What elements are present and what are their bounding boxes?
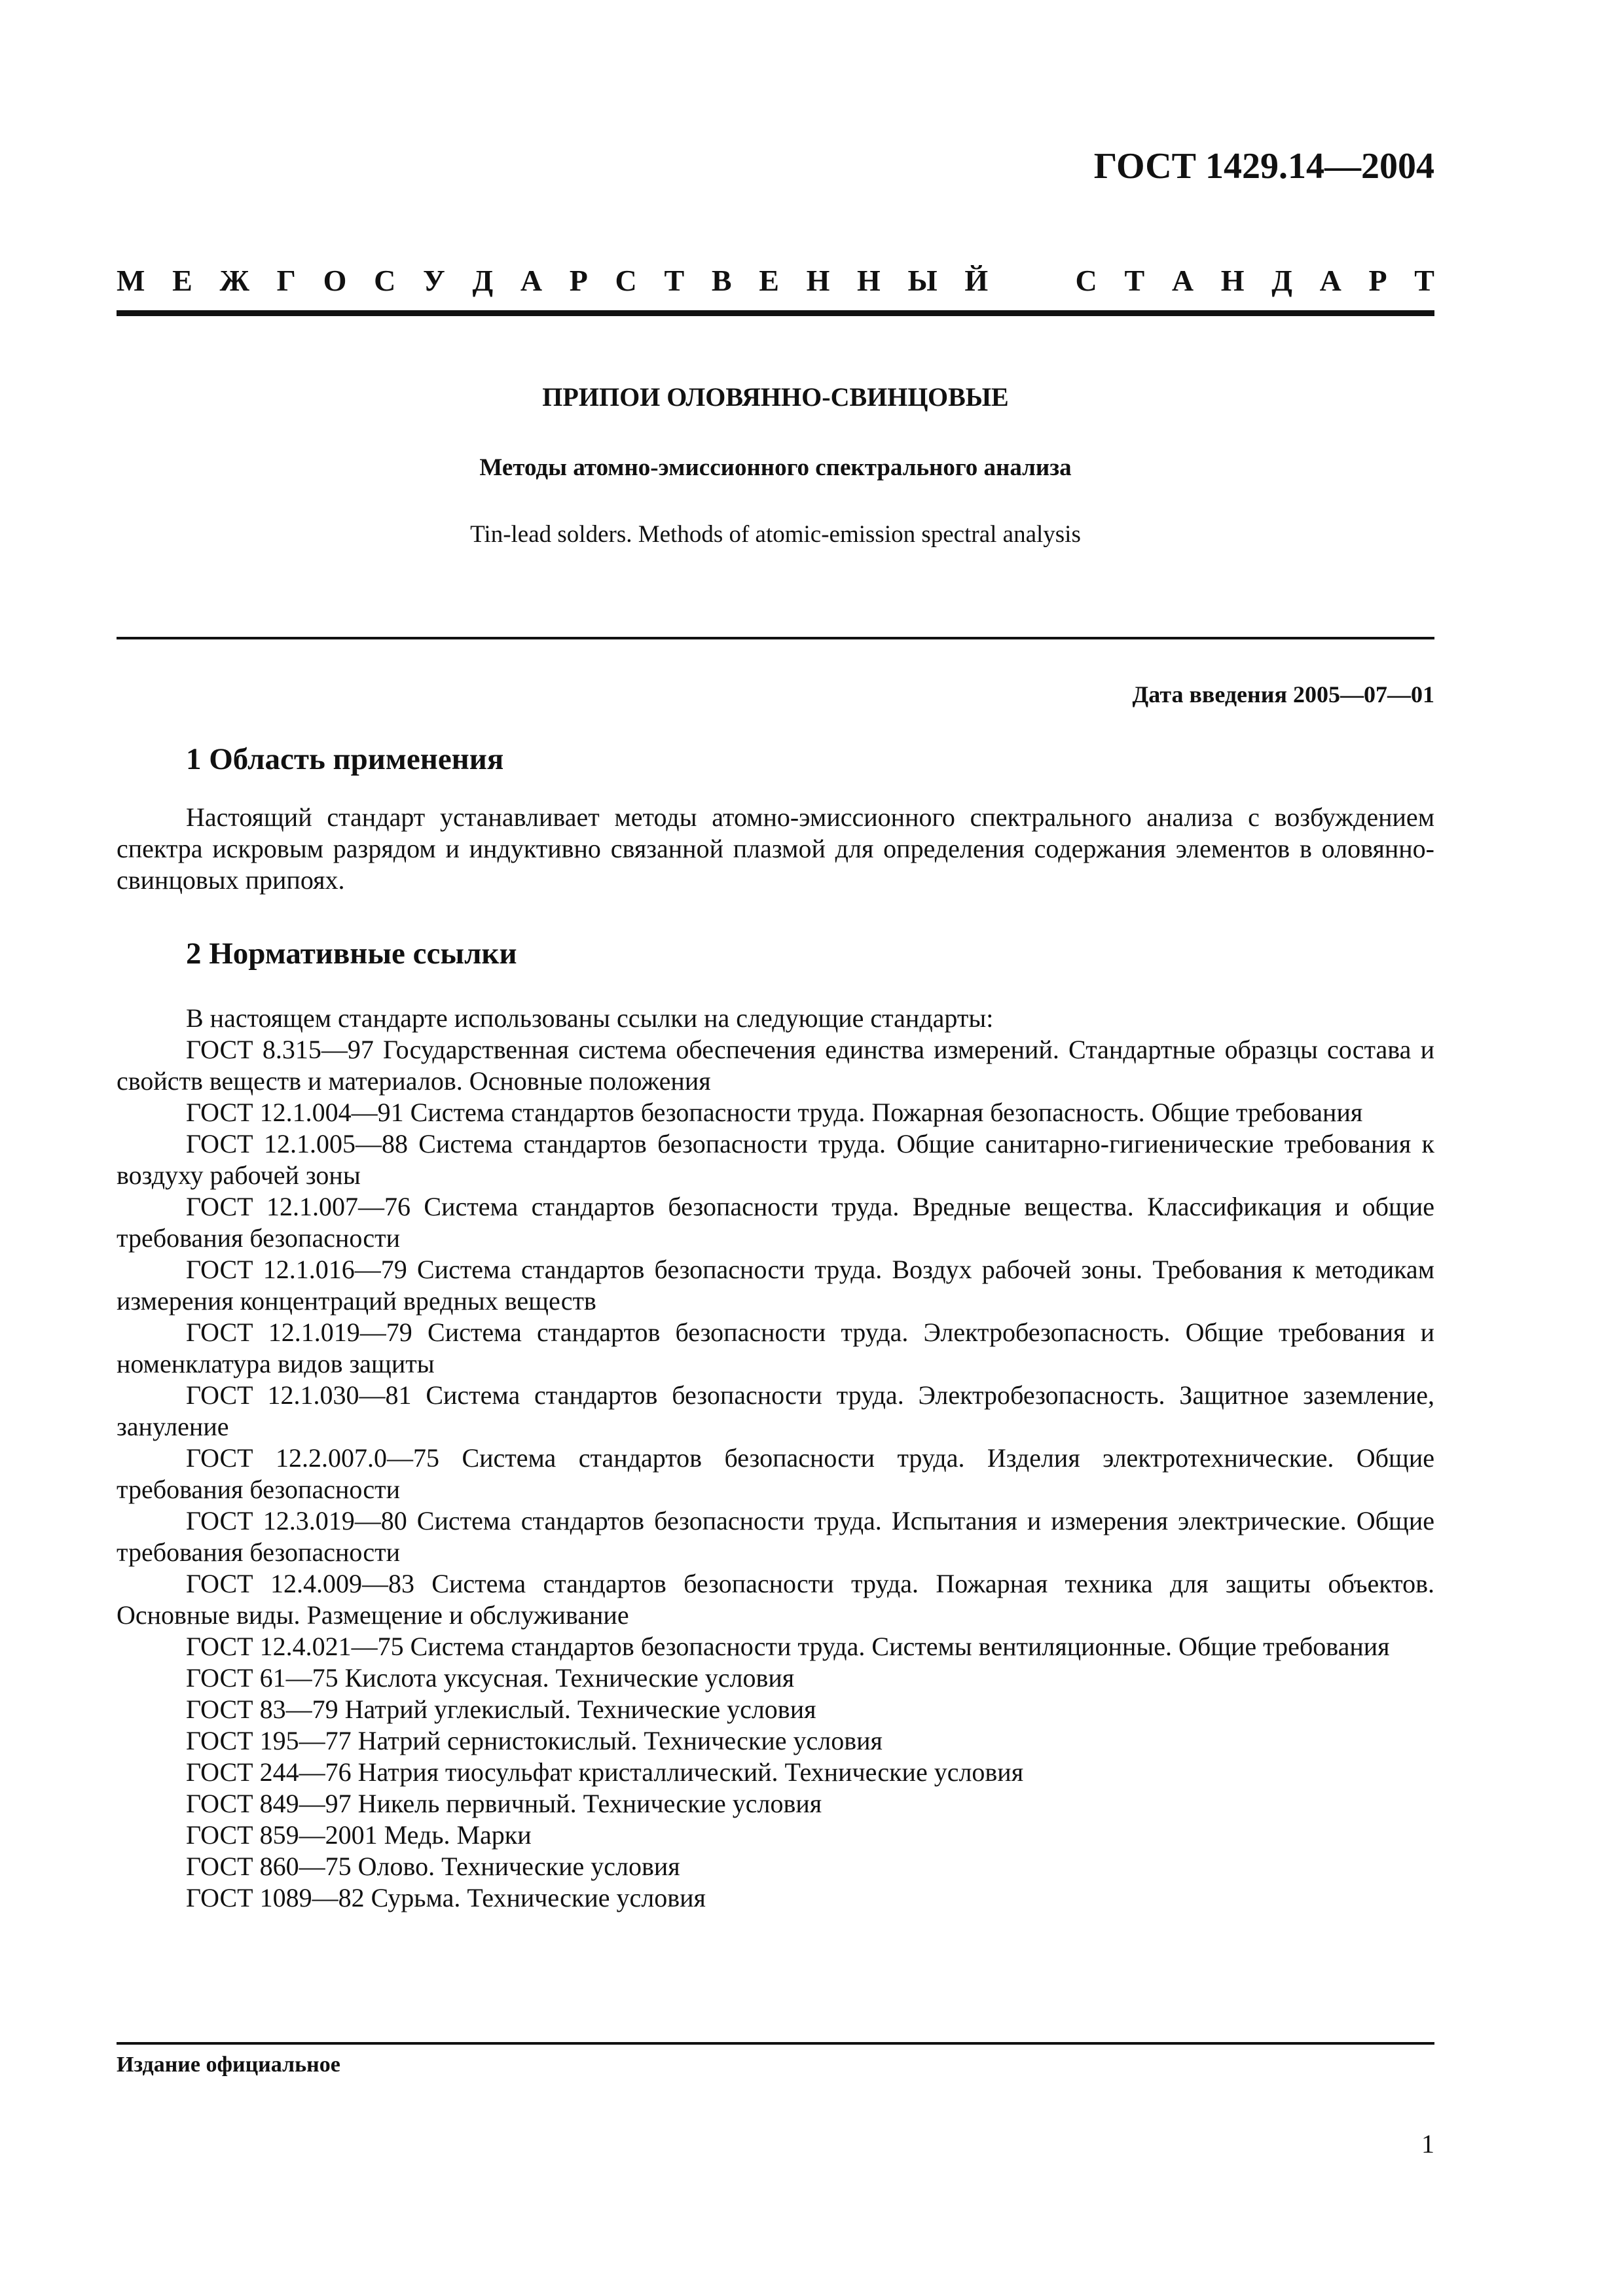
reference-item: ГОСТ 61—75 Кислота уксусная. Технические условия — [186, 1663, 795, 1693]
reference-item: ГОСТ 195—77 Натрий сернистокислый. Технические условия — [186, 1726, 883, 1755]
footer-rule — [117, 2042, 1434, 2045]
banner-letter: У — [423, 264, 445, 297]
banner-letter: Т — [664, 264, 685, 297]
banner-letter: С — [374, 264, 396, 297]
reference-item: ГОСТ 1089—82 Сурьма. Технические условия — [186, 1883, 706, 1912]
banner-letter: Е — [759, 264, 779, 297]
banner-letter: Д — [1271, 264, 1292, 297]
reference-item: ГОСТ 83—79 Натрий углекислый. Технические условия — [186, 1695, 816, 1724]
banner-letter: А — [520, 264, 543, 297]
banner-letter: А — [1171, 264, 1194, 297]
reference-item: ГОСТ 12.1.005—88 Система стандартов безопасности труда. Общие санитарно-гигиенические требования к воздуху рабочей зоны — [117, 1129, 1434, 1190]
reference-item: ГОСТ 244—76 Натрия тиосульфат кристаллический. Технические условия — [186, 1757, 1024, 1787]
reference-item: ГОСТ 12.1.016—79 Система стандартов безопасности труда. Воздух рабочей зоны. Требования к методикам измерения концентраций вредных веществ — [117, 1255, 1434, 1316]
banner-letter: М — [117, 264, 145, 297]
reference-item: ГОСТ 849—97 Никель первичный. Технические условия — [186, 1789, 822, 1818]
banner-letter: Р — [569, 264, 588, 297]
banner-letter: Р — [1368, 264, 1387, 297]
reference-item: ГОСТ 12.1.004—91 Система стандартов безопасности труда. Пожарная безопасность. Общие требования — [186, 1098, 1363, 1127]
introduction-date: Дата введения 2005—07—01 — [1132, 681, 1434, 708]
standard-type-banner — [117, 263, 1434, 298]
document-title-english: Tin-lead solders. Methods of atomic-emission spectral analysis — [470, 521, 1081, 548]
document-number: ГОСТ 1429.14—2004 — [1093, 146, 1434, 187]
reference-item: ГОСТ 8.315—97 Государственная система обеспечения единства измерений. Стандартные образцы состава и свойств веществ и материалов. Основные положения — [117, 1035, 1434, 1096]
reference-item: ГОСТ 12.4.021—75 Система стандартов безопасности труда. Системы вентиляционные. Общие требования — [186, 1632, 1390, 1661]
references-lead: В настоящем стандарте использованы ссылки на следующие стандарты: — [186, 1003, 994, 1033]
banner-letter: В — [711, 264, 732, 297]
document-subtitle: Методы атомно-эмиссионного спектрального анализа — [479, 454, 1072, 481]
edition-label: Издание официальное — [117, 2053, 340, 2077]
page-number: 1 — [1421, 2129, 1434, 2159]
reference-item: ГОСТ 860—75 Олово. Технические условия — [186, 1852, 680, 1881]
reference-item: ГОСТ 12.4.009—83 Система стандартов безопасности труда. Пожарная техника для защиты объектов. Основные виды. Размещение и обслуживание — [117, 1569, 1434, 1630]
title-rule — [117, 637, 1434, 639]
banner-letter: Е — [172, 264, 192, 297]
banner-letter: Г — [276, 264, 296, 297]
banner-letter: Н — [857, 264, 881, 297]
document-title: ПРИПОИ ОЛОВЯННО-СВИНЦОВЫЕ — [542, 382, 1009, 412]
banner-letter: Т — [1414, 264, 1434, 297]
banner-letter: Ж — [219, 264, 249, 297]
normative-references — [117, 1003, 1434, 1914]
banner-letter: Т — [1124, 264, 1145, 297]
reference-item: ГОСТ 12.1.030—81 Система стандартов безопасности труда. Электробезопасность. Защитное заземление, зануление — [117, 1380, 1434, 1441]
banner-word-gap — [1015, 263, 1048, 298]
banner-letter: Й — [964, 264, 989, 297]
banner-letter: О — [323, 264, 347, 297]
banner-letter: Н — [806, 264, 830, 297]
banner-letter: Ы — [907, 264, 938, 297]
banner-letter: А — [1319, 264, 1341, 297]
reference-item: ГОСТ 12.3.019—80 Система стандартов безопасности труда. Испытания и измерения электрические. Общие требования безопасности — [117, 1506, 1434, 1567]
banner-letter: Д — [472, 264, 494, 297]
reference-item: ГОСТ 12.2.007.0—75 Система стандартов безопасности труда. Изделия электротехнические. Общие требования безопасности — [117, 1443, 1434, 1504]
banner-letter: С — [1075, 264, 1097, 297]
section-1-heading: 1 Область применения — [186, 742, 504, 776]
reference-item: ГОСТ 12.1.019—79 Система стандартов безопасности труда. Электробезопасность. Общие требования и номенклатура видов защиты — [117, 1318, 1434, 1378]
banner-letter: С — [615, 264, 637, 297]
section-1-text: Настоящий стандарт устанавливает методы атомно-эмиссионного спектрального анализа с возбуждением спектра искровым разрядом и индуктивно связанной плазмой для определения содержания элементов в оловянно-свинцовых припоях. — [117, 802, 1434, 895]
reference-item: ГОСТ 12.1.007—76 Система стандартов безопасности труда. Вредные вещества. Классификация и общие требования безопасности — [117, 1192, 1434, 1253]
reference-item: ГОСТ 859—2001 Медь. Марки — [186, 1820, 532, 1850]
section-2-heading: 2 Нормативные ссылки — [186, 937, 517, 971]
header-rule — [117, 310, 1434, 316]
banner-letter: Н — [1220, 264, 1245, 297]
